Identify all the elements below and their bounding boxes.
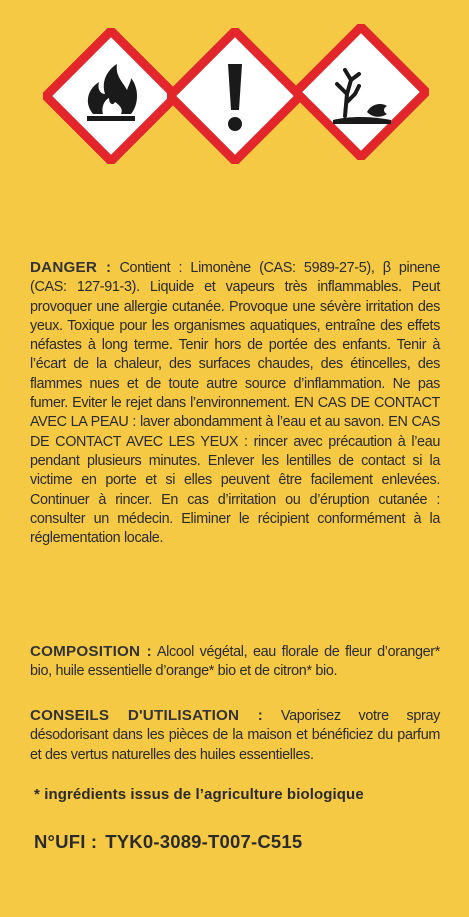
environment-hazard-icon [293, 24, 429, 160]
usage-advice-text: Vaporisez votre spray désodorisant dans les pièces de la maison et bénéficiez du parfum et des vertus naturelles des huiles essentielles. [30, 708, 440, 763]
ufi-code: TYK0-3089-T007-C515 [105, 831, 303, 852]
composition-text: Alcool végétal, eau florale de fleur d’oranger* bio, huile essentielle d’orange* bio et de citron* bio. [30, 644, 440, 680]
usage-advice-section [30, 706, 440, 765]
composition-section [30, 642, 440, 682]
usage-advice-heading: CONSEILS D'UTILISATION : [30, 707, 264, 724]
organic-ingredients-note: * ingrédients issus de l’agriculture biologique [34, 786, 364, 803]
composition-heading: COMPOSITION : [30, 643, 152, 660]
danger-text: Contient : Limonène (CAS: 5989-27-5), β pinene (CAS: 127-91-3). Liquide et vapeurs très inflammables. Peut provoquer une allergie cutanée. Provoque une sévère irritation des yeux. Toxique pour les organismes aquatiques, entraîne des effets néfastes à long terme. Tenir hors de portée des enfants. Tenir à l’écart de la chaleur, des surfaces chaudes, des étincelles, des flammes nues et de toute autre source d’inflammation. Ne pas fumer. Eviter le rejet dans l’environnement. EN CAS DE CONTACT AVEC LA PEAU : laver abondamment à l’eau et au savon. EN CAS DE CONTACT AVEC LES YEUX : rincer avec précaution à l’eau pendant plusieurs minutes. Enlever les lentilles de contact si la victime en porte et si elles peuvent être facilement enlevées. Continuer à rincer. En cas d’irritation ou d’éruption cutanée : consulter un médecin. Eliminer le récipient conformément à la réglementation locale. [30, 260, 440, 547]
ufi-label: N°UFI : [34, 831, 98, 852]
exclamation-mark-icon [167, 28, 303, 164]
hazard-pictograms [0, 0, 469, 190]
flame-icon [43, 28, 179, 164]
ufi-line [34, 831, 302, 853]
danger-heading: DANGER : [30, 259, 112, 276]
danger-section [30, 258, 440, 548]
